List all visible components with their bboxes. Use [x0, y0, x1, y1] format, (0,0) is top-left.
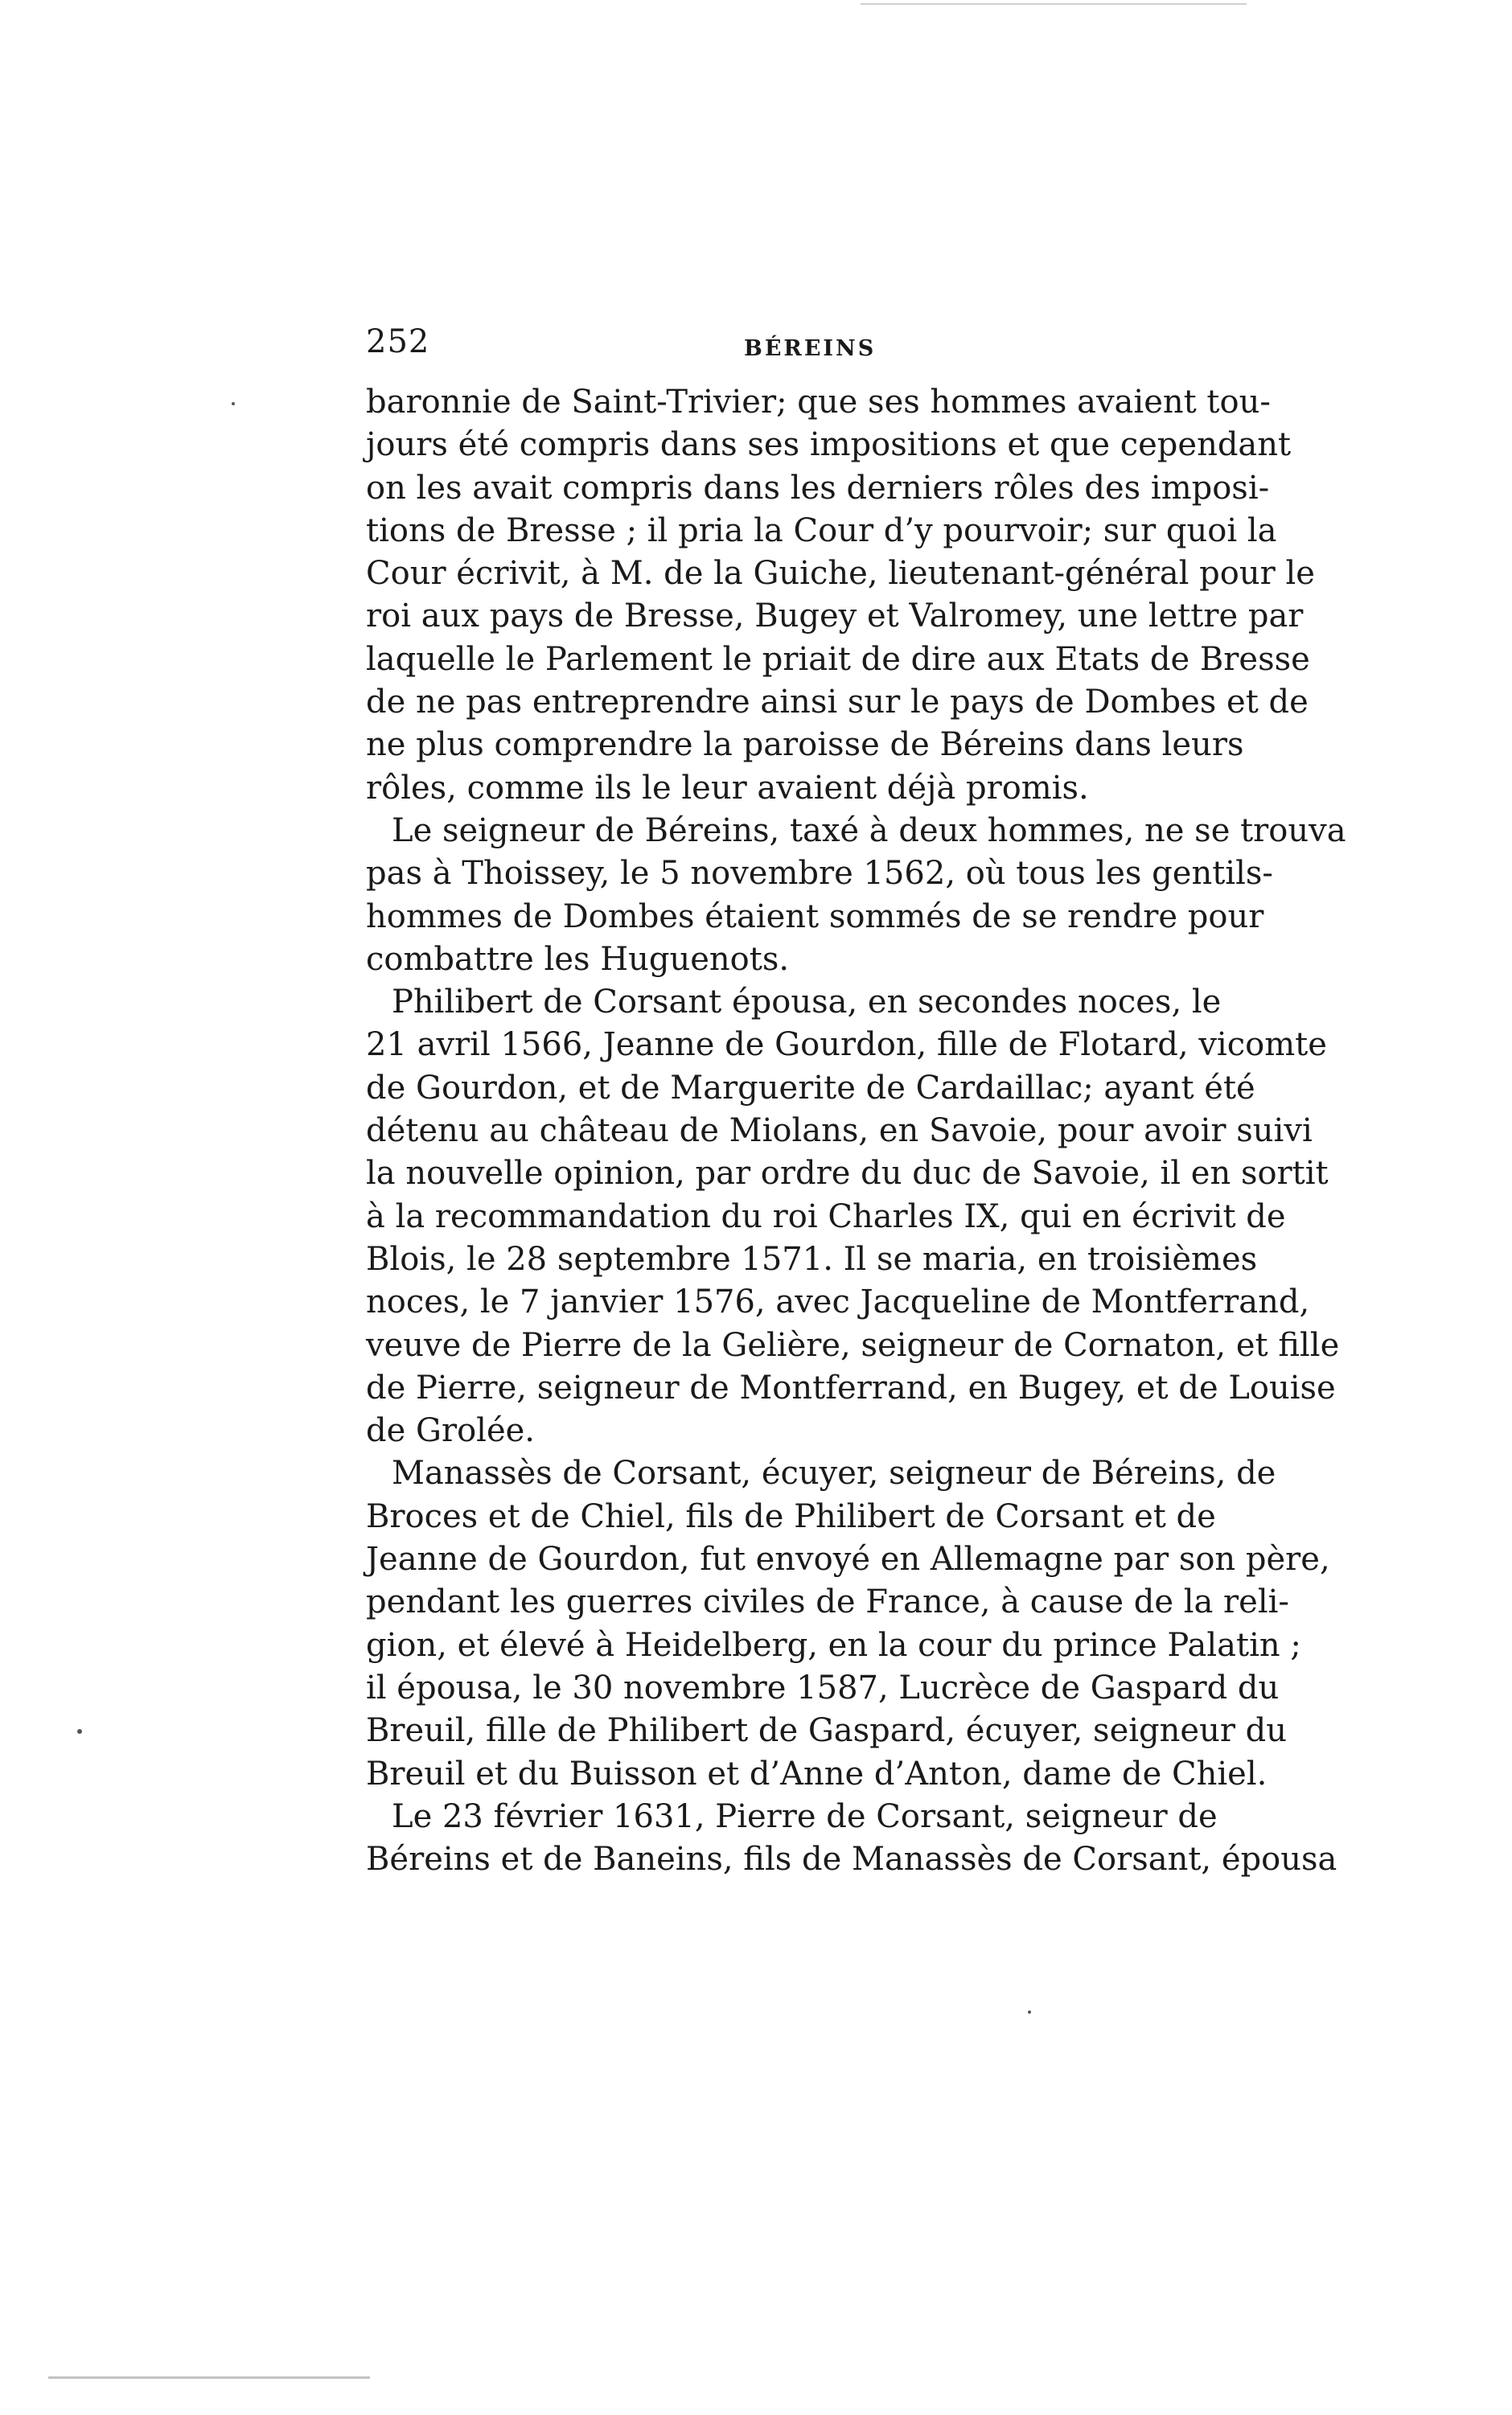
text-line: laquelle le Parlement le priait de dire aux Etats de Bresse	[366, 640, 1310, 678]
text-line: veuve de Pierre de la Gelière, seigneur de Cornaton, et fille	[366, 1326, 1340, 1364]
text-line: Le 23 février 1631, Pierre de Corsant, seigneur de	[392, 1797, 1218, 1835]
text-line: Breuil et du Buisson et d’Anne d’Anton, dame de Chiel.	[366, 1755, 1268, 1793]
text-line: il épousa, le 30 novembre 1587, Lucrèce de Gaspard du	[366, 1669, 1280, 1707]
text-line: pas à Thoissey, le 5 novembre 1562, où tous les gentils-	[366, 855, 1273, 893]
scan-speck-left	[232, 402, 235, 405]
text-line: de Pierre, seigneur de Montferrand, en Bugey, et de Louise	[366, 1369, 1336, 1407]
text-line: Breuil, fille de Philibert de Gaspard, écuyer, seigneur du	[366, 1712, 1288, 1750]
text-line: tions de Bresse ; il pria la Cour d’y pourvoir; sur quoi la	[366, 511, 1277, 549]
text-line: de Grolée.	[366, 1412, 535, 1450]
text-line: détenu au château de Miolans, en Savoie, pour avoir suivi	[366, 1112, 1313, 1150]
running-head	[366, 323, 1206, 372]
text-line: Le seigneur de Béreins, taxé à deux hommes, ne se trouva	[392, 811, 1346, 849]
body-text	[366, 381, 1346, 1881]
text-line: Blois, le 28 septembre 1571. Il se maria, en troisièmes	[366, 1240, 1258, 1278]
text-line: combattre les Huguenots.	[366, 940, 790, 978]
running-title: BÉREINS	[744, 336, 877, 361]
text-line: hommes de Dombes étaient sommés de se rendre pour	[366, 897, 1264, 935]
text-line: à la recommandation du roi Charles IX, qui en écrivit de	[366, 1197, 1286, 1235]
text-line: rôles, comme ils le leur avaient déjà promis.	[366, 769, 1089, 807]
text-line: noces, le 7 janvier 1576, avec Jacqueline de Montferrand,	[366, 1283, 1310, 1321]
text-line: on les avait compris dans les derniers rôles des imposi-	[366, 469, 1270, 507]
scan-mark-bottom	[48, 2376, 370, 2379]
page-number: 252	[366, 323, 430, 360]
scan-speck-right	[1028, 2010, 1031, 2014]
text-line: Cour écrivit, à M. de la Guiche, lieutenant-général pour le	[366, 555, 1315, 593]
text-line: de ne pas entreprendre ainsi sur le pays de Dombes et de	[366, 684, 1309, 721]
text-line: Broces et de Chiel, fils de Philibert de Corsant et de	[366, 1497, 1216, 1535]
text-line: baronnie de Saint-Trivier; que ses hommes avaient tou-	[366, 384, 1271, 421]
text-line: de Gourdon, et de Marguerite de Cardaillac; ayant été	[366, 1069, 1255, 1107]
text-line: ne plus comprendre la paroisse de Béreins dans leurs	[366, 726, 1244, 764]
text-line: jours été compris dans ses impositions et que cependant	[366, 426, 1292, 464]
text-line: Philibert de Corsant épousa, en secondes noces, le	[392, 984, 1222, 1021]
scan-speck-margin	[77, 1729, 82, 1734]
text-line: pendant les guerres civiles de France, à cause de la reli-	[366, 1583, 1289, 1621]
text-line: roi aux pays de Bresse, Bugey et Valromey, une lettre par	[366, 598, 1304, 635]
text-line: Manassès de Corsant, écuyer, seigneur de Béreins, de	[392, 1455, 1276, 1493]
scan-mark-top	[861, 3, 1247, 5]
text-line: 21 avril 1566, Jeanne de Gourdon, fille de Flotard, vicomte	[366, 1026, 1327, 1064]
text-line: gion, et élevé à Heidelberg, en la cour du prince Palatin ;	[366, 1626, 1301, 1664]
text-line: la nouvelle opinion, par ordre du duc de Savoie, il en sortit	[366, 1155, 1329, 1193]
text-line: Béreins et de Baneins, fils de Manassès de Corsant, épousa	[366, 1841, 1337, 1879]
text-line: Jeanne de Gourdon, fut envoyé en Allemagne par son père,	[366, 1541, 1330, 1579]
